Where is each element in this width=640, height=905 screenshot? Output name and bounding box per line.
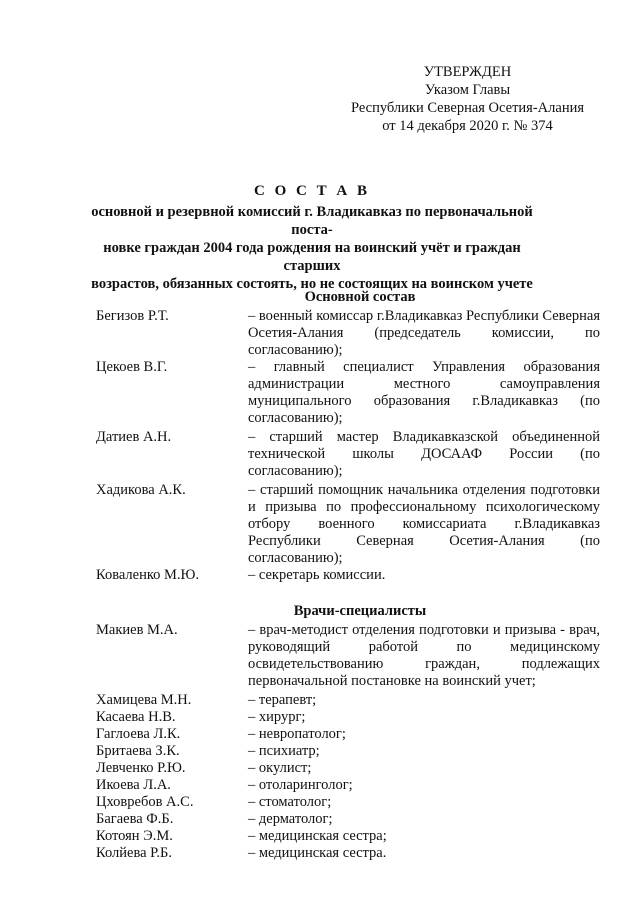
doctor-name: Макиев М.А. bbox=[96, 622, 178, 638]
document-subtitle-line-3: возрастов, обязанных состоять, но не состоящих на воинском учете bbox=[91, 276, 533, 292]
doctor-name: Икоева Л.А. bbox=[96, 777, 171, 793]
member-name: Бегизов Р.Т. bbox=[96, 308, 169, 324]
member-name: Коваленко М.Ю. bbox=[96, 567, 200, 583]
doctor-role: – хирург; bbox=[248, 709, 306, 725]
member-role: – секретарь комиссии. bbox=[248, 567, 386, 583]
doctor-role: – медицинская сестра; bbox=[248, 828, 387, 844]
doctor-name: Цховребов А.С. bbox=[96, 794, 194, 810]
doctor-role: – невропатолог; bbox=[248, 726, 346, 742]
doctor-name: Касаева Н.В. bbox=[96, 709, 176, 725]
member-role: – старший мастер Владикавказской объединенной технической школы ДОСААФ России (по согласованию); bbox=[248, 429, 600, 479]
doctor-role: – окулист; bbox=[248, 760, 312, 776]
document-heading bbox=[88, 183, 536, 293]
doctor-role: – отоларинголог; bbox=[248, 777, 353, 793]
doctor-role: – дерматолог; bbox=[248, 811, 333, 827]
doctor-name: Колйева Р.Б. bbox=[96, 845, 172, 861]
document-title: С О С Т А В bbox=[254, 183, 370, 199]
approval-date: от 14 декабря 2020 г. № 374 bbox=[382, 118, 553, 134]
member-role: – главный специалист Управления образования администрации местного самоуправления муниципального образования г.Владикавказ (по согласованию); bbox=[248, 359, 600, 426]
doctor-name: Хамицева М.Н. bbox=[96, 692, 192, 708]
member-role: – старший помощник начальника отделения подготовки и призыва по профессиональному психологическому отбору военного комиссариата г.Владикавказ Республики Северная Осетия-Алания (по согласованию); bbox=[248, 482, 600, 566]
approval-stamp bbox=[335, 63, 600, 135]
approval-status: УТВЕРЖДЕН bbox=[423, 64, 512, 80]
doctor-role: – врач-методист отделения подготовки и призыва - врач, руководящий работой по медицинскому освидетельствованию граждан, подлежащих первоначальной постановке на воинский учет; bbox=[248, 622, 600, 689]
doctor-name: Котоян Э.М. bbox=[96, 828, 173, 844]
member-name: Хадикова А.К. bbox=[96, 482, 186, 498]
doctor-role: – терапевт; bbox=[248, 692, 317, 708]
document-subtitle-line-1: основной и резервной комиссий г. Владикавказ по первоначальной поста- bbox=[91, 204, 533, 238]
main-section-title: Основной состав bbox=[304, 289, 416, 305]
approval-republic: Республики Северная Осетия-Алания bbox=[350, 100, 585, 116]
doctor-name: Бритаева З.К. bbox=[96, 743, 180, 759]
doctor-role: – медицинская сестра. bbox=[248, 845, 387, 861]
doctor-name: Левченко Р.Ю. bbox=[96, 760, 186, 776]
doctor-role: – психиатр; bbox=[248, 743, 320, 759]
doctor-name: Гаглоева Л.К. bbox=[96, 726, 181, 742]
member-name: Цекоев В.Г. bbox=[96, 359, 168, 375]
doctor-name: Багаева Ф.Б. bbox=[96, 811, 174, 827]
member-role: – военный комиссар г.Владикавказ Республики Северная Осетия-Алания (председатель комиссии, по согласованию); bbox=[248, 308, 600, 358]
doctors-section-title: Врачи-специалисты bbox=[293, 603, 427, 619]
approval-decree: Указом Главы bbox=[424, 82, 511, 98]
member-name: Датиев А.Н. bbox=[96, 429, 172, 445]
doctor-role: – стоматолог; bbox=[248, 794, 332, 810]
document-subtitle-line-2: новке граждан 2004 года рождения на воинский учёт и граждан старших bbox=[103, 240, 521, 274]
